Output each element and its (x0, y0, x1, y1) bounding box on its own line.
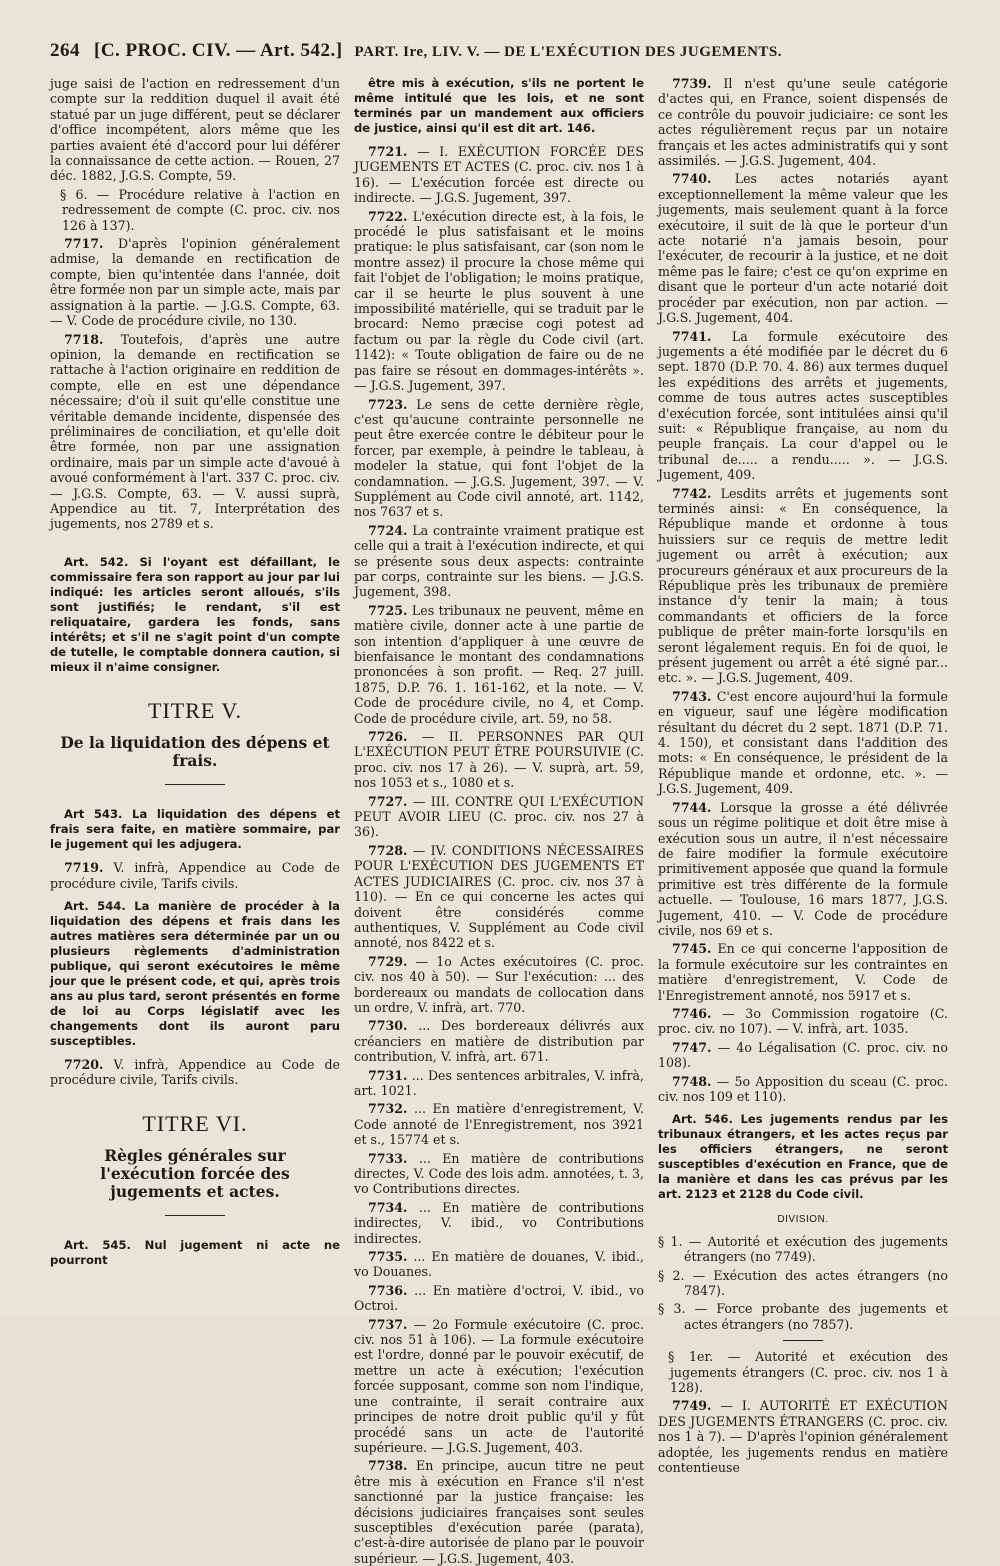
numbered-paragraph (354, 1200, 644, 1246)
paragraph-number: 7741. (672, 328, 712, 344)
article-545-continued: être mis à exécution, s'ils ne portent le même intitulé que les lois, et ne sont terminés par un mandement aux officiers de justice, ainsi qu'il est dit art. 146. (354, 76, 644, 135)
paragraph-number: 7743. (672, 688, 712, 704)
paragraph-number: 7725. (368, 602, 408, 618)
paragraph-text: V. infrà, Appendice au Code de procédure civile, Tarifs civils. (50, 1057, 340, 1088)
paragraph-text: — III. CONTRE QUI L'EXÉCUTION PEUT AVOIR LIEU (C. proc. civ. nos 27 à 36). (354, 793, 644, 840)
paragraph-text: Les tribunaux ne peuvent, même en matière civile, donner acte à une partie de son intention d'appliquer à une œuvre de bienfaisance le montant des condamnations prononcées à son profit. — Req. 27 juill. 1875, D.P. 76. 1. 161-162, et la note. — V. Code de procédure civile, no 4, et Comp. Code de procédure civile, art. 59, no 58. (354, 602, 644, 726)
paragraph-text: ... En matière de contributions directes, V. Code des lois adm. annotées, t. 3, vo Contributions directes. (354, 1150, 644, 1197)
article-546: Art. 546. Les jugements rendus par les tribunaux étrangers, et les actes reçus par les officiers étrangers, ne seront susceptibles d'exécution en France, que de la manière et dans les cas prévus par les art. 2123 et 2128 du Code civil. (658, 1112, 948, 1202)
paragraph-number: 7737. (368, 1316, 408, 1332)
numbered-paragraph (354, 1068, 644, 1099)
numbered-paragraph (658, 689, 948, 797)
numbered-paragraph (354, 729, 644, 791)
text-columns (50, 76, 950, 1566)
paragraph-number: 7747. (672, 1039, 712, 1055)
paragraph-number: 7746. (672, 1005, 712, 1021)
column-1 (50, 76, 340, 1316)
paragraph-number: 7735. (368, 1249, 408, 1265)
paragraph-7718 (50, 332, 340, 532)
paragraph-number: 7745. (672, 941, 712, 957)
section-heading: § 1er. — Autorité et exécution des jugements étrangers (C. proc. civ. nos 1 à 128). (668, 1349, 948, 1396)
numbered-paragraph (354, 1151, 644, 1197)
page-number: 264 (50, 40, 80, 61)
paragraph-text: Lorsque la grosse a été délivrée sous un régime politique et doit être mise à exécution sous un autre, il n'est nécessaire de faire modifier la formule exécutoire primitivement apposée que quand la formule primitive est très différente de la formule actuelle. — Toulouse, 16 mars 1877, J.G.S. Jugement, 410. — V. Code de procédure civile, nos 69 et s. (658, 799, 948, 938)
paragraph-text: — 1o Actes exécutoires (C. proc. civ. nos 40 à 50). — Sur l'exécution: ... des bordereaux ou mandats de collocation dans un ordre, V. infrà, art. 770. (354, 953, 644, 1015)
paragraph-text: C'est encore aujourd'hui la formule en vigueur, sauf une légère modification résultant du décret du 2 sept. 1871 (D.P. 71. 4. 150), et consistant dans l'addition des mots: « En conséquence, le président de la République mande et ordonne, etc. ». — J.G.S. Jugement, 409. (658, 688, 948, 797)
article-542: Art. 542. Si l'oyant est défaillant, le commissaire fera son rapport au jour par lui indiqué: les articles seront alloués, s'ils sont justifiés; le rendant, s'il est reliquataire, gardera les fonds, sans intérêts; et s'il ne s'agit point d'un compte de tutelle, le comptable donnera caution, si mieux il n'aime consigner. (50, 554, 340, 674)
paragraph-text: Il n'est qu'une seule catégorie d'actes qui, en France, soient dispensés de ce contrôle du pouvoir judiciaire: ce sont les actes régulièrement reçus par un notaire français et les actes administratifs qui y sont assimilés. — J.G.S. Jugement, 404. (658, 76, 948, 169)
paragraph-number: 7720. (64, 1057, 104, 1072)
numbered-paragraph (354, 523, 644, 600)
running-head-left: [C. PROC. CIV. — Art. 542.] (94, 40, 343, 61)
numbered-paragraph (354, 1458, 644, 1566)
paragraph-text: — 2o Formule exécutoire (C. proc. civ. nos 51 à 106). — La formule exécutoire est l'ordre, donné par le pouvoir exécutif, de mettre un acte à exécution; l'exécution forcée supposant, comme son nom l'indique, une contrainte, il serait contraire aux principes de notre droit public qu'il y fût procédé sans un acte de l'autorité supérieure. — J.G.S. Jugement, 403. (354, 1316, 644, 1455)
numbered-paragraph (354, 1249, 644, 1280)
paragraph-text: — I. AUTORITÉ ET EXÉCUTION DES JUGEMENTS ÉTRANGERS (C. proc. civ. nos 1 à 7). — D'après l'opinion généralement adoptée, les jugements rendus en matière contentieuse (658, 1398, 948, 1476)
paragraph-text: Les actes notariés ayant exceptionnellement la même valeur que les jugements, mais seulement quant à la force exécutoire, il suit de là que le porteur d'un acte notarié n'a jamais besoin, pour l'exécuter, de recourir à la justice, et ne doit même pas le faire; c'est ce qu'on exprime en disant que le porteur d'un acte notarié doit procéder par exécution, non par action. — J.G.S. Jugement, 404. (658, 171, 948, 326)
division-item: § 3. — Force probante des jugements et actes étrangers (no 7857). (658, 1301, 948, 1332)
paragraph-number: 7729. (368, 953, 408, 969)
numbered-paragraph (354, 397, 644, 520)
paragraph-number: 7726. (368, 729, 408, 745)
numbered-paragraph (658, 171, 948, 325)
titre-v-heading: TITRE V. (148, 697, 242, 723)
numbered-paragraph (658, 1074, 948, 1105)
paragraph-number: 7724. (368, 522, 408, 538)
numbered-paragraph (354, 794, 644, 840)
article-545: Art. 545. Nul jugement ni acte ne pourront (50, 1238, 340, 1268)
paragraph-text: Lesdits arrêts et jugements sont terminés ainsi: « En conséquence, la République mande et ordonne à tous huissiers sur ce requis de mettre ledit jugement ou arrêt à exécution; aux procureurs généraux et aux procureurs de la République près les tribunaux de première instance d'y tenir la main; à tous commandants et officiers de la force publique de prêter main-forte lorsqu'ils en seront légalement requis. En foi de quoi, le présent jugement ou arrêt a été signé par... etc. ». — J.G.S. Jugement, 409. (658, 485, 948, 686)
paragraph-text: En principe, aucun titre ne peut être mis à exécution en France s'il n'est sanctionné par la justice française: les décisions judiciaires françaises sont seules susceptibles d'exécution parée (parata), c'est-à-dire autorisée de plano par le pouvoir supérieur. — J.G.S. Jugement, 403. (354, 1458, 644, 1566)
numbered-paragraph (658, 1040, 948, 1071)
paragraph-7717 (50, 236, 340, 328)
paragraph-text: — IV. CONDITIONS NÉCESSAIRES POUR L'EXÉCUTION DES JUGEMENTS ET ACTES JUDICIAIRES (C. proc. civ. nos 37 à 110). — En ce qui concerne les actes qui doivent être considérés comme authentiques, V. Supplément au Code civil annoté, nos 8422 et s. (354, 842, 644, 951)
titre-v-subtitle: De la liquidation des dépens et frais. (60, 733, 330, 771)
paragraph-number: 7738. (368, 1458, 408, 1474)
paragraph-number: 7727. (368, 793, 408, 809)
paragraph-7719 (50, 860, 340, 891)
paragraph-number: 7744. (672, 799, 712, 815)
paragraph-number: 7719. (64, 860, 104, 876)
paragraph-text: — 3o Commission rogatoire (C. proc. civ. no 107). — V. infrà, art. 1035. (658, 1005, 948, 1037)
paragraph-text: ... Des bordereaux délivrés aux créanciers en matière de distribution par contribution, V. infrà, art. 671. (354, 1018, 644, 1065)
titre-vi-heading: TITRE VI. (142, 1110, 248, 1136)
paragraph-text: Le sens de cette dernière règle, c'est qu'aucune contrainte personnelle ne peut être exercée contre le débiteur pour le forcer, par exemple, à peindre le tableau, à modeler la statue, qui font l'objet de la condamnation. — J.G.S. Jugement, 397. — V. Supplément au Code civil annoté, art. 1142, nos 7637 et s. (354, 396, 644, 520)
section-heading: § 6. — Procédure relative à l'action en redressement de compte (C. proc. civ. nos 126 à 137). (60, 186, 340, 233)
numbered-paragraph (658, 76, 948, 168)
paragraph-number: 7731. (368, 1067, 408, 1083)
numbered-paragraph (354, 1018, 644, 1064)
paragraph-number: 7748. (672, 1073, 712, 1089)
article-543: Art 543. La liquidation des dépens et frais sera faite, en matière sommaire, par le jugement qui les adjugera. (50, 807, 340, 852)
divider (165, 1215, 225, 1216)
paragraph-text: ... En matière d'octroi, V. ibid., vo Octroi. (354, 1282, 644, 1314)
numbered-paragraph (658, 486, 948, 686)
paragraph-text: V. infrà, Appendice au Code de procédure civile, Tarifs civils. (50, 860, 340, 891)
paragraph-number: 7734. (368, 1199, 408, 1215)
numbered-paragraph (354, 843, 644, 951)
paragraph-7720 (50, 1057, 340, 1088)
paragraph-text: ... En matière de contributions indirectes, V. ibid., vo Contributions indirectes. (354, 1199, 644, 1246)
paragraph-number: 7733. (368, 1150, 408, 1166)
titre-vi-subtitle: Règles générales sur l'exécution forcée des jugements et actes. (100, 1146, 290, 1202)
paragraph-text: ... En matière de douanes, V. ibid., vo Douanes. (354, 1249, 644, 1280)
numbered-paragraph (658, 1006, 948, 1037)
numbered-paragraph (354, 1283, 644, 1314)
paragraph-number: 7718. (64, 331, 104, 347)
paragraph-number: 7728. (368, 842, 408, 858)
paragraph-7749 (658, 1398, 948, 1475)
paragraph-text: En ce qui concerne l'apposition de la formule exécutoire sur les contraintes en matière d'enregistrement, V. Code de l'Enregistrement annoté, nos 5917 et s. (658, 941, 948, 1003)
numbered-paragraph (354, 954, 644, 1016)
paragraph-number: 7717. (64, 236, 104, 252)
paragraph-text: ... Des sentences arbitrales, V. infrà, art. 1021. (354, 1067, 644, 1098)
divider (165, 784, 225, 785)
column-2 (354, 76, 644, 1566)
paragraph-text: La formule exécutoire des jugements a été modifiée par le décret du 6 sept. 1870 (D.P. 70. 4. 86) aux termes duquel les expéditions des arrêts et jugements, comme de tous autres actes susceptibles d'exécution forcée, sont intitulées ainsi qu'il suit: « République française, au nom du peuple français. La cour d'appel ou le tribunal de..... a rendu..... ». — J.G.S. Jugement, 409. (658, 328, 948, 483)
paragraph: juge saisi de l'action en redressement d'un compte sur la reddition duquel il avait été statué par un juge différent, peut se déclarer d'office incompétent, alors même que les parties avaient été d'accord pour lui déférer la connaissance de cette action. — Rouen, 27 déc. 1882, J.G.S. Compte, 59. (50, 76, 340, 184)
paragraph-number: 7742. (672, 485, 712, 501)
paragraph-number: 7732. (368, 1101, 408, 1117)
paragraph-text: — 5o Apposition du sceau (C. proc. civ. nos 109 et 110). (658, 1073, 948, 1104)
paragraph-number: 7736. (368, 1282, 408, 1298)
numbered-paragraph (354, 1317, 644, 1456)
paragraph-text: Toutefois, d'après une autre opinion, la demande en rectification se rattache à l'action originaire en reddition de compte, elle en est une dépendance nécessaire; d'où il suit qu'elle constitue une véritable demande incidente, dispensée des préliminaires de conciliation, et qu'elle doit être formée, non par une assignation ordinaire, mais par un simple acte d'avoué à avoué conformément à l'art. 337 C. proc. civ. — J.G.S. Compte, 63. — V. aussi suprà, Appendice au tit. 7, Interprétation des jugements, nos 2789 et s. (50, 331, 340, 532)
paragraph-number: 7721. (368, 144, 408, 159)
article-544: Art. 544. La manière de procéder à la liquidation des dépens et frais dans les autres matières sera déterminée par un ou plusieurs règlements d'administration publique, qui seront exécutoires le même jour que le présent code, et qui, après trois ans au plus tard, seront présentés en forme de loi au Corps législatif avec les changements dont ils auront paru susceptibles. (50, 899, 340, 1048)
numbered-paragraph (354, 144, 644, 206)
paragraph-number: 7739. (672, 76, 712, 91)
paragraph-number: 7723. (368, 396, 408, 412)
numbered-paragraph (354, 603, 644, 726)
paragraph-number: 7749. (672, 1398, 712, 1414)
paragraph-text: — I. EXÉCUTION FORCÉE DES JUGEMENTS ET ACTES (C. proc. civ. nos 1 à 16). — L'exécution forcée est directe ou indirecte. — J.G.S. Jugement, 397. (354, 144, 644, 206)
numbered-paragraph (658, 329, 948, 483)
column-3 (658, 76, 948, 1476)
division-item: § 1. — Autorité et exécution des jugements étrangers (no 7749). (658, 1233, 948, 1265)
division-item: § 2. — Exécution des actes étrangers (no 7847). (658, 1267, 948, 1299)
numbered-paragraph (354, 1101, 644, 1147)
running-head-right: PART. Ire, LIV. V. — DE L'EXÉCUTION DES JUGEMENTS. (354, 44, 782, 60)
paragraph-number: 7740. (672, 171, 712, 187)
numbered-paragraph (658, 941, 948, 1003)
divider (783, 1340, 823, 1341)
numbered-paragraph (658, 800, 948, 939)
paragraph-text: La contrainte vraiment pratique est celle qui a trait à l'exécution indirecte, et qui se présente sous deux aspects: contrainte par corps, contrainte sur les biens. — J.G.S. Jugement, 398. (354, 522, 644, 600)
page-header (50, 40, 950, 66)
paragraph-text: D'après l'opinion généralement admise, la demande en rectification de compte, bien qu'intentée dans l'année, doit être formée non par un simple acte, mais par assignation à la partie. — J.G.S. Compte, 63. — V. Code de procédure civile, no 130. (50, 236, 340, 329)
paragraph-text: L'exécution directe est, à la fois, le procédé le plus satisfaisant et le moins pratique: le plus satisfaisant, car (son nom le montre assez) il procure la chose même qui fait l'objet de l'obligation; le moins pratique, car il se heurte le plus souvent à une impossibilité matérielle, qui se traduit par le brocard: Nemo præcise cogi potest ad factum ou par la règle du Code civil (art. 1142): « Toute obligation de faire ou de ne pas faire se résout en dommages-intérêts ». — J.G.S. Jugement, 397. (354, 208, 644, 394)
paragraph-number: 7730. (368, 1018, 408, 1034)
paragraph-number: 7722. (368, 208, 408, 224)
division-label: DIVISION. (777, 1214, 829, 1226)
numbered-paragraph (354, 209, 644, 394)
paragraph-text: — II. PERSONNES PAR QUI L'EXÉCUTION PEUT ÊTRE POURSUIVIE (C. proc. civ. nos 17 à 26). — V. suprà, art. 59, nos 1053 et s., 1080 et s. (354, 729, 644, 791)
paragraph-text: — 4o Légalisation (C. proc. civ. no 108). (658, 1039, 948, 1071)
paragraph-text: ... En matière d'enregistrement, V. Code annoté de l'Enregistrement, nos 3921 et s., 15774 et s. (354, 1101, 644, 1148)
